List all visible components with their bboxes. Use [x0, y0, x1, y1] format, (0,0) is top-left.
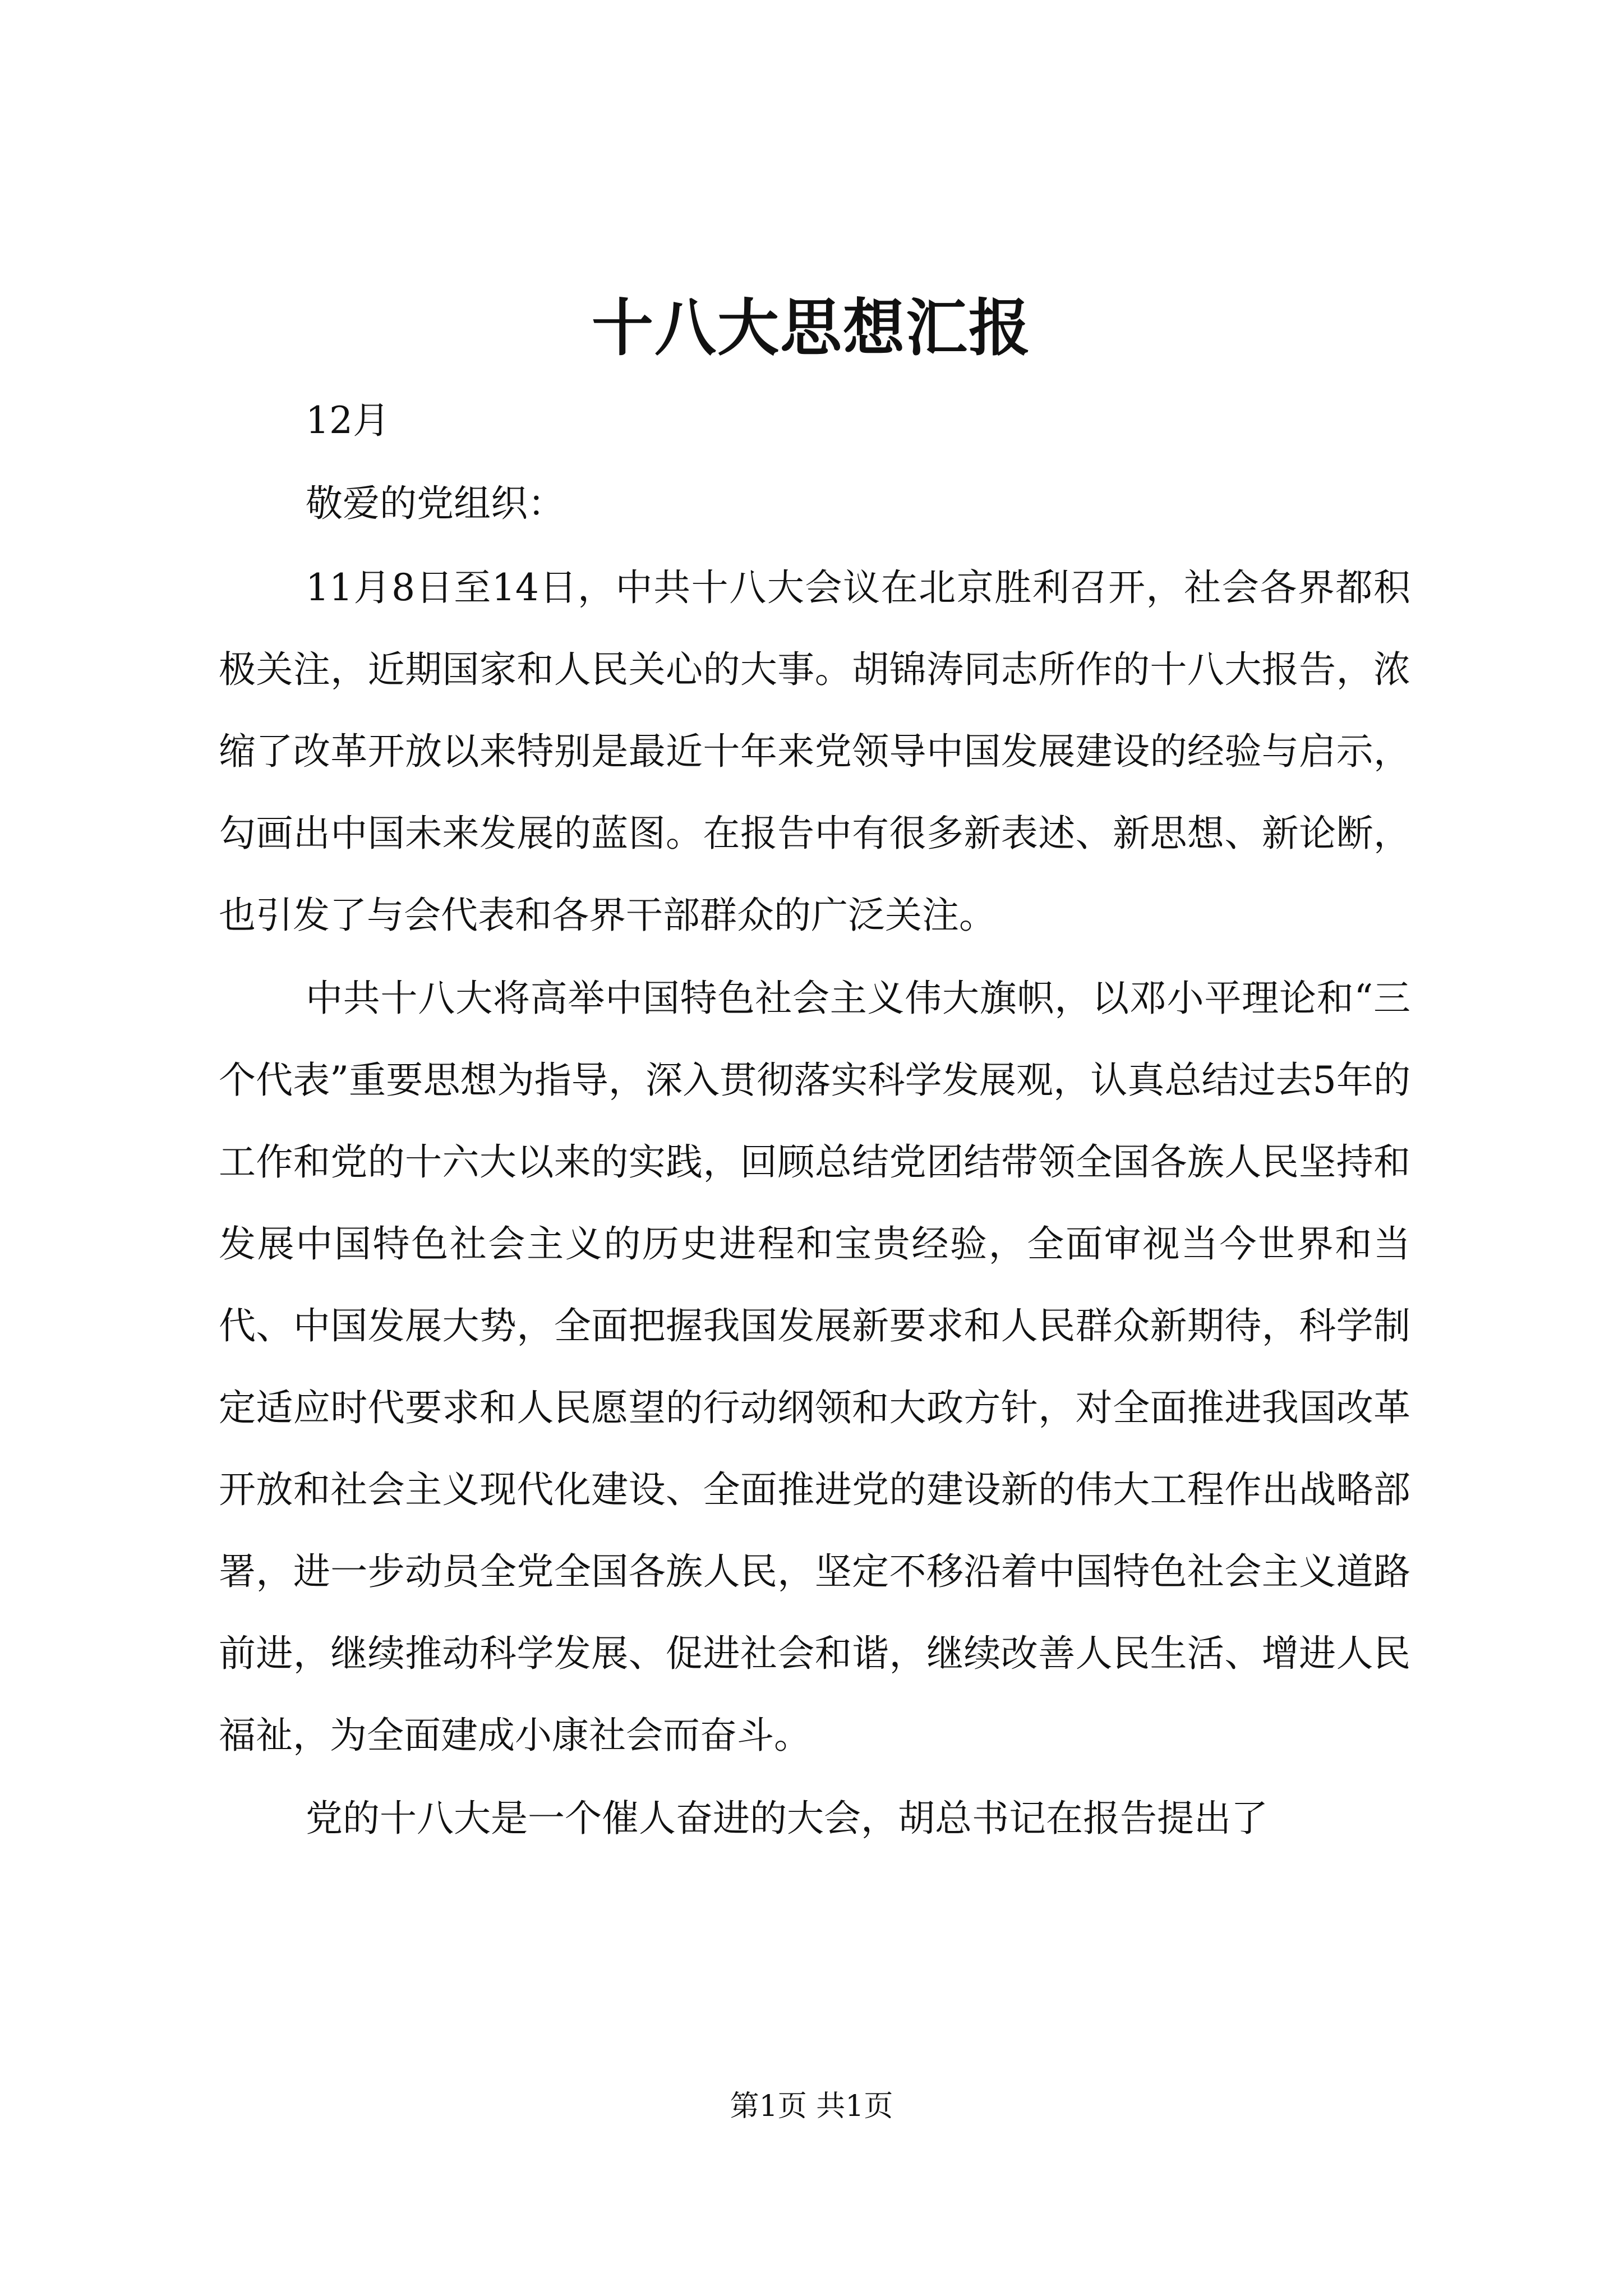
body-paragraph-3: 党的十八大是一个催人奋进的大会，胡总书记在报告提出了: [306, 1797, 1268, 1840]
page-footer: 第1页 共1页: [730, 2090, 893, 2123]
body-paragraph-2: 中共十八大将高举中国特色社会主义伟大旗帜，以邓小平理论和“三个代表”重要思想为指导，深入贯彻落实科学发展观，认真总结过去5年的工作和党的十六大以来的实践，回顾总结党团结带领全国各族人民坚持和发展中国特色社会主义的历史进程和宝贵经验，全面审视当今世界和当代、中国发展大势，全面把握我国发展新要求和人民群众新期待，科学制定适应时代要求和人民愿望的行动纲领和大政方针，对全面推进我国改革开放和社会主义现代化建设、全面推进党的建设新的伟大工程作出战略部署，进一步动员全党全国各族人民，坚定不移沿着中国特色社会主义道路前进，继续推动科学发展、促进社会和谐，继续改善人民生活、增进人民福祉，为全面建成小康社会而奋斗。: [219, 977, 1410, 1757]
document-body: [219, 547, 1410, 1861]
date-line: 12月: [306, 399, 390, 442]
body-paragraph-1: 11月8日至14日，中共十八大会议在北京胜利召开，社会各界都积极关注，近期国家和人民关心的大事。胡锦涛同志所作的十八大报告，浓缩了改革开放以来特别是最近十年来党领导中国发展建设的经验与启示，勾画出中国未来发展的蓝图。在报告中有很多新表述、新思想、新论断，也引发了与会代表和各界干部群众的广泛关注。: [219, 566, 1410, 937]
document-title: 十八大思想汇报: [592, 292, 1031, 364]
salutation: 敬爱的党组织：: [306, 482, 565, 525]
